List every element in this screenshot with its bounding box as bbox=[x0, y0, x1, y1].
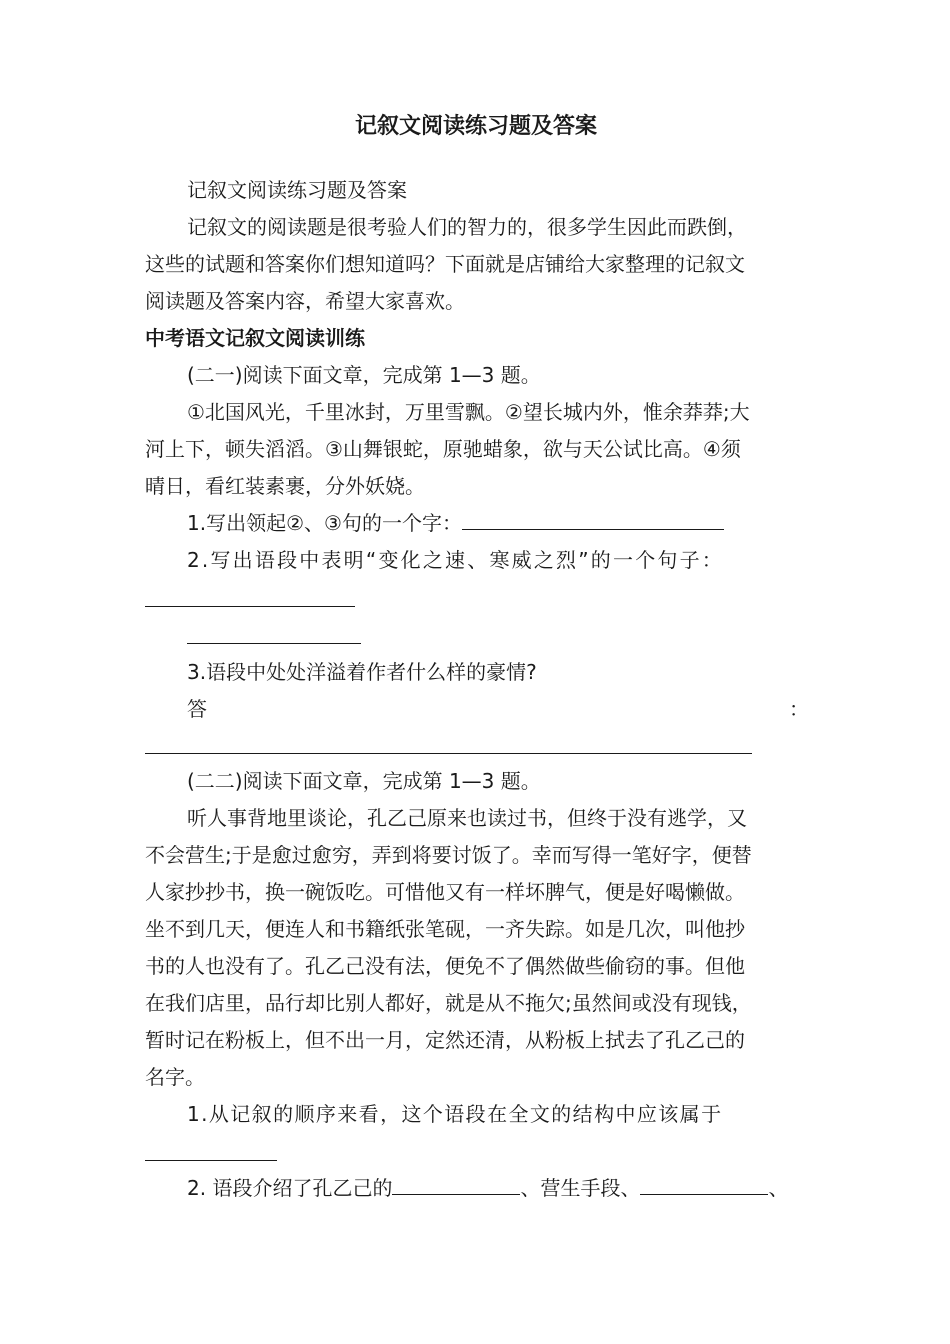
part2-passage-line-2: 不会营生;于是愈过愈穷，弄到将要讨饭了。幸而写得一笔好字，便替 bbox=[145, 843, 752, 867]
part2-passage-line-6: 在我们店里，品行却比别人都好，就是从不拖欠;虽然间或没有现钱， bbox=[145, 991, 752, 1015]
part2-passage-line-3: 人家抄抄书，换一碗饭吃。可惜他又有一样坏脾气，便是好喝懒做。 bbox=[145, 880, 745, 904]
part1-question-1-text: 1.写出领起②、③句的一个字： bbox=[187, 511, 462, 535]
answer-colon: ： bbox=[789, 697, 809, 721]
part2-question-2-text-b: 、营生手段、 bbox=[520, 1176, 641, 1200]
part1-answer-blank-2a[interactable] bbox=[145, 606, 355, 607]
part2-passage-line-8: 名字。 bbox=[145, 1065, 205, 1089]
part1-question-3: 3.语段中处处洋溢着作者什么样的豪情? bbox=[187, 660, 537, 684]
intro-line-2: 这些的试题和答案你们想知道吗？下面就是店铺给大家整理的记叙文 bbox=[145, 252, 745, 276]
part1-passage-line-1: ①北国风光，千里冰封，万里雪飘。②望长城内外，惟余莽莽;大 bbox=[187, 400, 750, 424]
part2-passage-line-1: 听人事背地里谈论，孔乙己原来也读过书，但终于没有逃学，又 bbox=[187, 806, 747, 830]
part2-heading: (二二)阅读下面文章，完成第 1—3 题。 bbox=[187, 769, 541, 793]
part1-answer-blank-1[interactable] bbox=[462, 505, 724, 530]
part2-question-2 bbox=[145, 1170, 849, 1207]
part1-passage-line-2: 河上下，顿失滔滔。③山舞银蛇，原驰蜡象，欲与天公试比高。④须 bbox=[145, 437, 741, 461]
intro-line-3: 阅读题及答案内容，希望大家喜欢。 bbox=[145, 289, 465, 313]
answer-label: 答 bbox=[187, 697, 207, 721]
part2-passage-line-7: 暂时记在粉板上，但不出一月，定然还清，从粉板上拭去了孔乙己的 bbox=[145, 1028, 745, 1052]
part1-answer-blank-2b[interactable] bbox=[187, 643, 361, 644]
part2-question-2-text-a: 2. 语段介绍了孔乙己的 bbox=[187, 1176, 393, 1200]
intro-heading: 记叙文阅读练习题及答案 bbox=[187, 178, 407, 202]
part2-passage-line-5: 书的人也没有了。孔乙己没有法，便免不了偶然做些偷窃的事。但他 bbox=[145, 954, 745, 978]
document-page bbox=[145, 0, 807, 1344]
part1-question-2: 2.写出语段中表明“变化之速、寒威之烈”的一个句子： bbox=[187, 548, 725, 572]
document-title: 记叙文阅读练习题及答案 bbox=[354, 114, 597, 139]
part1-passage-line-3: 晴日，看红装素裹，分外妖娆。 bbox=[145, 474, 425, 498]
part2-answer-blank-2b[interactable] bbox=[640, 1170, 768, 1195]
section-heading: 中考语文记叙文阅读训练 bbox=[145, 326, 365, 350]
intro-line-1: 记叙文的阅读题是很考验人们的智力的，很多学生因此而跌倒， bbox=[187, 215, 747, 239]
part1-question-1 bbox=[145, 505, 849, 542]
part1-heading: (二一)阅读下面文章，完成第 1—3 题。 bbox=[187, 363, 541, 387]
part2-passage-line-4: 坐不到几天，便连人和书籍纸张笔砚，一齐失踪。如是几次，叫他抄 bbox=[145, 917, 745, 941]
part2-question-2-text-c: 、 bbox=[768, 1176, 789, 1200]
part2-answer-blank-1[interactable] bbox=[145, 1160, 277, 1161]
part1-answer-blank-3[interactable] bbox=[145, 753, 752, 754]
part2-answer-blank-2a[interactable] bbox=[392, 1170, 520, 1195]
part2-question-1: 1.从记叙的顺序来看，这个语段在全文的结构中应该属于 bbox=[187, 1102, 723, 1126]
